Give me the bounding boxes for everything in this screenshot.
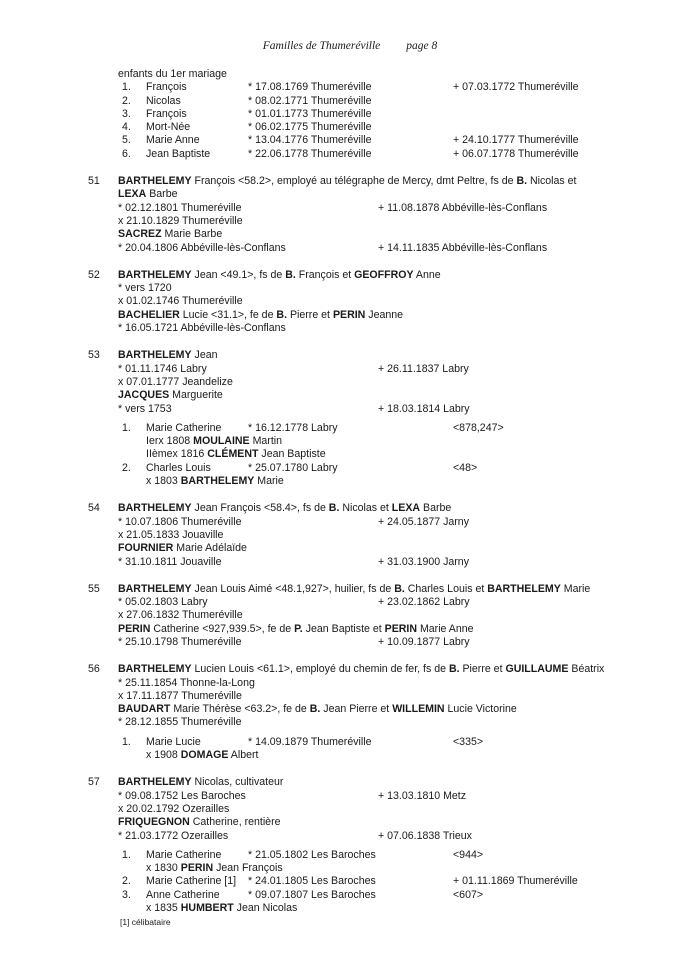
entry-line-text — [118, 803, 229, 816]
entry-line-text — [118, 363, 207, 376]
text-segment: Jean Nicolas — [233, 902, 298, 915]
intro-heading: enfants du 1er mariage — [118, 68, 227, 80]
child-marriage — [0, 475, 700, 488]
entry-line-text — [118, 228, 222, 241]
text-segment: Nicolas et — [339, 502, 392, 515]
entry-line — [0, 716, 700, 729]
text-segment: x 01.02.1746 Thumeréville — [118, 295, 243, 308]
child-index: 6. — [122, 147, 131, 160]
child-row — [0, 422, 700, 435]
entry-number: 56 — [88, 663, 100, 676]
death-record: + 10.09.1877 Labry — [378, 635, 470, 648]
entry-line-text — [118, 516, 241, 529]
surname: GUILLAUME — [505, 663, 569, 676]
child-index: 5. — [122, 134, 131, 147]
surname: PERIN — [332, 308, 366, 321]
surname: BARTHELEMY — [118, 663, 192, 676]
entry-line-text — [118, 309, 403, 322]
entry-line — [0, 188, 700, 201]
intro-heading-line — [0, 68, 700, 81]
child-name: Marie Catherine [1] — [146, 875, 237, 888]
intro-child-row — [0, 148, 700, 161]
child-birth: * 25.07.1780 Labry — [248, 461, 338, 474]
child-birth: * 08.02.1771 Thumeréville — [248, 94, 372, 107]
text-segment: * 21.03.1772 Ozerailles — [118, 829, 229, 842]
family-entry — [0, 175, 700, 255]
surname: BARTHELEMY — [118, 268, 192, 281]
death-record: + 18.03.1814 Labry — [378, 402, 470, 415]
child-name: François — [146, 107, 187, 120]
child-birth: * 14.09.1879 Thumeréville — [248, 735, 372, 748]
intro-children-list — [0, 68, 700, 161]
text-segment: * vers 1753 — [118, 402, 172, 415]
entry-line-text — [118, 609, 243, 622]
entry-line-text — [118, 816, 281, 829]
surname: LEXA — [118, 188, 147, 201]
entry-line-text — [118, 322, 286, 335]
child-note: <48> — [453, 461, 478, 474]
entry-number: 51 — [88, 175, 100, 188]
entry-line — [0, 282, 700, 295]
child-birth: * 24.01.1805 Les Baroches — [248, 875, 376, 888]
surname: BARTHELEMY — [118, 776, 192, 789]
entry-line — [0, 677, 700, 690]
surname: BACHELIER — [118, 308, 180, 321]
death-record: + 23.02.1862 Labry — [378, 596, 470, 609]
entry-line-text — [118, 716, 241, 729]
death-record: + 13.03.1810 Metz — [378, 789, 467, 802]
surname: B. — [394, 582, 405, 595]
child-name: Nicolas — [146, 94, 181, 107]
text-segment: * 25.11.1854 Thonne-la-Long — [118, 676, 255, 689]
child-birth: * 21.05.1802 Les Baroches — [248, 848, 376, 861]
entry-line — [0, 309, 700, 322]
text-segment: Marie Anne — [417, 622, 474, 635]
family-entry — [0, 269, 700, 335]
entry-line — [0, 529, 700, 542]
family-entry — [0, 663, 700, 762]
text-segment: Nicolas, cultivateur — [191, 776, 284, 789]
entry-line-text — [118, 556, 221, 569]
marriage-text — [146, 435, 282, 448]
surname: JACQUES — [118, 389, 170, 402]
text-segment: Jean Pierre et — [320, 703, 393, 716]
death-record: + 07.06.1838 Trieux — [378, 829, 472, 842]
child-index: 1. — [122, 81, 131, 94]
child-name: François — [146, 81, 187, 94]
entry-line — [0, 228, 700, 241]
surname: HUMBERT — [180, 902, 234, 915]
child-row — [0, 875, 700, 888]
entry-line-text — [118, 269, 441, 282]
entry-number: 52 — [88, 268, 100, 281]
child-death: + 07.03.1772 Thumeréville — [453, 81, 579, 94]
surname: BARTHELEMY — [118, 582, 192, 595]
child-index: 2. — [122, 461, 131, 474]
entry-line-text — [118, 376, 233, 389]
family-entry — [0, 349, 700, 488]
page-header — [0, 40, 700, 52]
text-segment: Pierre et — [459, 663, 506, 676]
child-record — [0, 875, 700, 888]
intro-child-row — [0, 95, 700, 108]
text-segment: Martin — [249, 435, 283, 448]
death-record: + 26.11.1837 Labry — [378, 362, 469, 375]
child-birth: * 22.06.1778 Thumeréville — [248, 147, 372, 160]
family-entry — [0, 583, 700, 649]
child-birth: * 13.04.1776 Thumeréville — [248, 134, 372, 147]
surname: B. — [276, 308, 288, 321]
entry-line-text — [118, 175, 577, 188]
entry-line-text — [118, 636, 241, 649]
child-name: Marie Catherine — [146, 421, 222, 434]
text-segment: * 16.05.1721 Abbéville-lès-Conflans — [118, 322, 286, 335]
child-name: Mort-Née — [146, 121, 191, 134]
child-marriage — [0, 862, 700, 875]
surname: MOULAINE — [193, 435, 250, 448]
surname: FOURNIER — [118, 542, 174, 555]
entry-line-text — [118, 295, 243, 308]
surname: BARTHELEMY — [118, 349, 192, 362]
entry-line — [0, 502, 700, 515]
entry-line — [0, 295, 700, 308]
text-segment: Jean — [191, 349, 218, 362]
child-index: 1. — [122, 848, 131, 861]
death-record: + 14.11.1835 Abbéville-lès-Conflans — [378, 241, 548, 254]
entry-line-text — [118, 776, 283, 789]
text-segment: x 27.06.1832 Thumeréville — [118, 609, 243, 622]
family-entry — [0, 776, 700, 915]
entry-line-text — [118, 242, 286, 255]
surname: B. — [516, 175, 528, 188]
text-segment: François et — [295, 268, 355, 281]
surname: LEXA — [391, 502, 421, 515]
entry-line-text — [118, 349, 218, 362]
child-name: Jean Baptiste — [146, 147, 211, 160]
text-segment: x 07.01.1777 Jeandelize — [118, 375, 233, 388]
text-segment: Jean François <58.4>, fs de — [191, 502, 329, 515]
text-segment: Lucie Victorine — [444, 703, 517, 716]
entry-line — [0, 269, 700, 282]
intro-child-row — [0, 108, 700, 121]
surname: WILLEMIN — [392, 703, 445, 716]
entry-line-text — [118, 502, 451, 515]
text-segment: x 1803 — [146, 475, 181, 488]
text-segment: Catherine <927,939.5>, fe de — [150, 622, 295, 635]
text-segment: Albert — [228, 749, 259, 762]
surname: BARTHELEMY — [118, 502, 192, 515]
child-death: + 06.07.1778 Thumeréville — [453, 147, 579, 160]
entry-line-text — [118, 790, 246, 803]
text-segment: Barbe — [146, 188, 178, 201]
surname: B. — [285, 268, 296, 281]
text-segment: * 28.12.1855 Thumeréville — [118, 716, 242, 729]
surname: B. — [309, 703, 321, 716]
entry-line — [0, 803, 700, 816]
entry-line — [0, 389, 700, 402]
entry-line-text — [118, 282, 172, 295]
child-row — [0, 736, 700, 749]
text-segment: x 1835 — [146, 902, 181, 915]
entry-line-text — [118, 677, 255, 690]
surname: B. — [328, 502, 340, 515]
children-list — [0, 849, 700, 915]
genealogy-content — [0, 68, 700, 915]
child-row — [0, 849, 700, 862]
entry-line — [0, 556, 700, 569]
text-segment: * 25.10.1798 Thumeréville — [118, 635, 242, 648]
intro-child-row — [0, 121, 700, 134]
text-segment: Marie — [254, 475, 284, 488]
marriage-text — [146, 862, 283, 875]
child-name: Anne Catherine — [146, 888, 220, 901]
text-segment: Lucie <31.1>, fe de — [179, 308, 277, 321]
text-segment: Jean <49.1>, fs de — [191, 268, 286, 281]
entry-line — [0, 242, 700, 255]
entry-line — [0, 623, 700, 636]
entry-line — [0, 583, 700, 596]
entries-list — [0, 175, 700, 915]
intro-child-row — [0, 81, 700, 94]
child-record — [0, 462, 700, 489]
entry-line-text — [118, 596, 208, 609]
child-index: 3. — [122, 888, 131, 901]
entry-line-text — [118, 188, 177, 201]
entry-line-text — [118, 403, 172, 416]
death-record: + 24.05.1877 Jarny — [378, 515, 469, 528]
entry-line-text — [118, 690, 242, 703]
text-segment: Marguerite — [169, 389, 223, 402]
text-segment: Jean Baptiste — [258, 448, 326, 461]
entry-number: 55 — [88, 582, 100, 595]
entry-line — [0, 703, 700, 716]
surname: SACREZ — [118, 228, 162, 241]
text-segment: x 1908 — [146, 749, 181, 762]
entry-line — [0, 690, 700, 703]
surname: P. — [294, 622, 303, 635]
text-segment: Jean Louis Aimé <48.1,927>, huilier, fs de — [191, 582, 395, 595]
entry-line — [0, 663, 700, 676]
surname: PERIN — [118, 622, 151, 635]
child-index: 1. — [122, 735, 131, 748]
entry-line — [0, 816, 700, 829]
text-segment: Jeanne — [365, 308, 404, 321]
family-entry — [0, 502, 700, 568]
child-index: 2. — [122, 875, 131, 888]
child-name: Marie Anne — [146, 134, 200, 147]
text-segment: x 21.10.1829 Thumeréville — [118, 214, 243, 227]
text-segment: Barbe — [420, 502, 452, 515]
entry-line-text — [118, 529, 223, 542]
text-segment: Pierre et — [287, 308, 333, 321]
surname: PERIN — [180, 862, 214, 875]
surname: CLÉMENT — [207, 448, 259, 461]
entry-line-text — [118, 663, 604, 676]
child-marriage — [0, 749, 700, 762]
text-segment: Jean François — [213, 862, 283, 875]
child-name: Charles Louis — [146, 461, 211, 474]
text-segment: x 21.05.1833 Jouaville — [118, 528, 224, 541]
entry-line-text — [118, 542, 247, 555]
marriage-text — [146, 902, 297, 915]
child-name: Marie Catherine — [146, 848, 222, 861]
entry-line — [0, 636, 700, 649]
entry-line-text — [118, 703, 517, 716]
entry-line — [0, 403, 700, 416]
child-marriage — [0, 902, 700, 915]
marriage-text — [146, 749, 258, 762]
children-list — [0, 422, 700, 488]
child-death: + 24.10.1777 Thumeréville — [453, 134, 579, 147]
entry-line — [0, 376, 700, 389]
text-segment: * 05.02.1803 Labry — [118, 596, 208, 609]
surname: PERIN — [384, 622, 418, 635]
surname: B. — [448, 663, 460, 676]
intro-child-row — [0, 134, 700, 147]
text-segment: x 1830 — [146, 862, 181, 875]
entry-line — [0, 776, 700, 789]
text-segment: Nicolas et — [527, 175, 577, 188]
surname: BARTHELEMY — [487, 582, 561, 595]
child-record — [0, 889, 700, 916]
child-note: <944> — [453, 848, 484, 861]
surname: DOMAGE — [180, 749, 229, 762]
entry-line — [0, 830, 700, 843]
page-number: page 8 — [406, 40, 438, 52]
entry-line — [0, 516, 700, 529]
entry-line — [0, 175, 700, 188]
text-segment: * 20.04.1806 Abbéville-lès-Conflans — [118, 241, 286, 254]
text-segment: * 02.12.1801 Thumeréville — [118, 201, 242, 214]
text-segment: Lucien Louis <61.1>, employé du chemin de fer, fs de — [191, 663, 449, 676]
text-segment: Catherine, rentière — [189, 816, 281, 829]
intro-rows — [0, 81, 700, 161]
marriage-text — [146, 448, 326, 461]
entry-line-text — [118, 623, 474, 636]
child-index: 1. — [122, 421, 131, 434]
child-index: 2. — [122, 94, 131, 107]
surname: BARTHELEMY — [180, 475, 255, 488]
entry-number: 53 — [88, 349, 100, 362]
footnote: [1] célibataire — [120, 917, 171, 927]
entry-number: 54 — [88, 502, 100, 515]
child-name: Marie Lucie — [146, 735, 201, 748]
entry-line — [0, 322, 700, 335]
child-index: 4. — [122, 121, 131, 134]
entry-line-text — [118, 830, 228, 843]
text-segment: Marie Barbe — [161, 228, 223, 241]
children-list — [0, 736, 700, 763]
entry-line — [0, 542, 700, 555]
text-segment: Béatrix — [568, 663, 605, 676]
child-row — [0, 889, 700, 902]
surname: BARTHELEMY — [118, 175, 192, 188]
text-segment: x 20.02.1792 Ozerailles — [118, 802, 230, 815]
child-note: <607> — [453, 888, 484, 901]
child-marriage — [0, 448, 700, 461]
text-segment: * 09.08.1752 Les Baroches — [118, 789, 246, 802]
text-segment: * 31.10.1811 Jouaville — [118, 555, 222, 568]
entry-line — [0, 596, 700, 609]
text-segment: * 01.11.1746 Labry — [118, 362, 207, 375]
text-segment: Marie — [560, 582, 591, 595]
text-segment: x 17.11.1877 Thumeréville — [118, 689, 242, 702]
surname: FRIQUEGNON — [118, 816, 190, 829]
entry-line — [0, 202, 700, 215]
document-title: Familles de Thumeréville — [262, 40, 381, 52]
child-index: 3. — [122, 107, 131, 120]
text-segment: IIèmex 1816 — [146, 448, 208, 461]
text-segment: Jean Baptiste et — [302, 622, 385, 635]
child-row — [0, 462, 700, 475]
child-birth: * 17.08.1769 Thumeréville — [248, 81, 372, 94]
child-birth: * 01.01.1773 Thumeréville — [248, 107, 372, 120]
text-segment: Ierx 1808 — [146, 435, 194, 448]
entry-number: 57 — [88, 776, 100, 789]
child-record — [0, 849, 700, 876]
text-segment: Anne — [413, 268, 441, 281]
text-segment: * vers 1720 — [118, 282, 172, 295]
text-segment: François <58.2>, employé au télégraphe de Mercy, dmt Peltre, fs de — [191, 175, 517, 188]
entry-line-text — [118, 389, 223, 402]
child-birth: * 09.07.1807 Les Baroches — [248, 888, 376, 901]
entry-line-text — [118, 215, 243, 228]
death-record: + 11.08.1878 Abbéville-lès-Conflans — [378, 201, 548, 214]
text-segment: Marie Adélaïde — [173, 542, 247, 555]
text-segment: * 10.07.1806 Thumeréville — [118, 515, 242, 528]
entry-line — [0, 790, 700, 803]
child-note: <335> — [453, 735, 484, 748]
entry-line — [0, 215, 700, 228]
entry-line-text — [118, 583, 590, 596]
child-record — [0, 422, 700, 462]
text-segment: Charles Louis et — [404, 582, 488, 595]
text-segment: Marie Thérèse <63.2>, fe de — [170, 703, 310, 716]
surname: BAUDART — [118, 703, 171, 716]
child-record — [0, 736, 700, 763]
surname: GEOFFROY — [354, 268, 414, 281]
child-birth: * 16.12.1778 Labry — [248, 421, 338, 434]
child-birth: * 06.02.1775 Thumeréville — [248, 121, 372, 134]
death-record: + 31.03.1900 Jarny — [378, 555, 469, 568]
marriage-text — [146, 475, 284, 488]
entry-line-text — [118, 202, 241, 215]
entry-line — [0, 349, 700, 362]
entry-line — [0, 609, 700, 622]
child-marriage — [0, 435, 700, 448]
child-note: + 01.11.1869 Thumeréville — [453, 875, 578, 888]
child-note: <878,247> — [453, 421, 504, 434]
entry-line — [0, 363, 700, 376]
